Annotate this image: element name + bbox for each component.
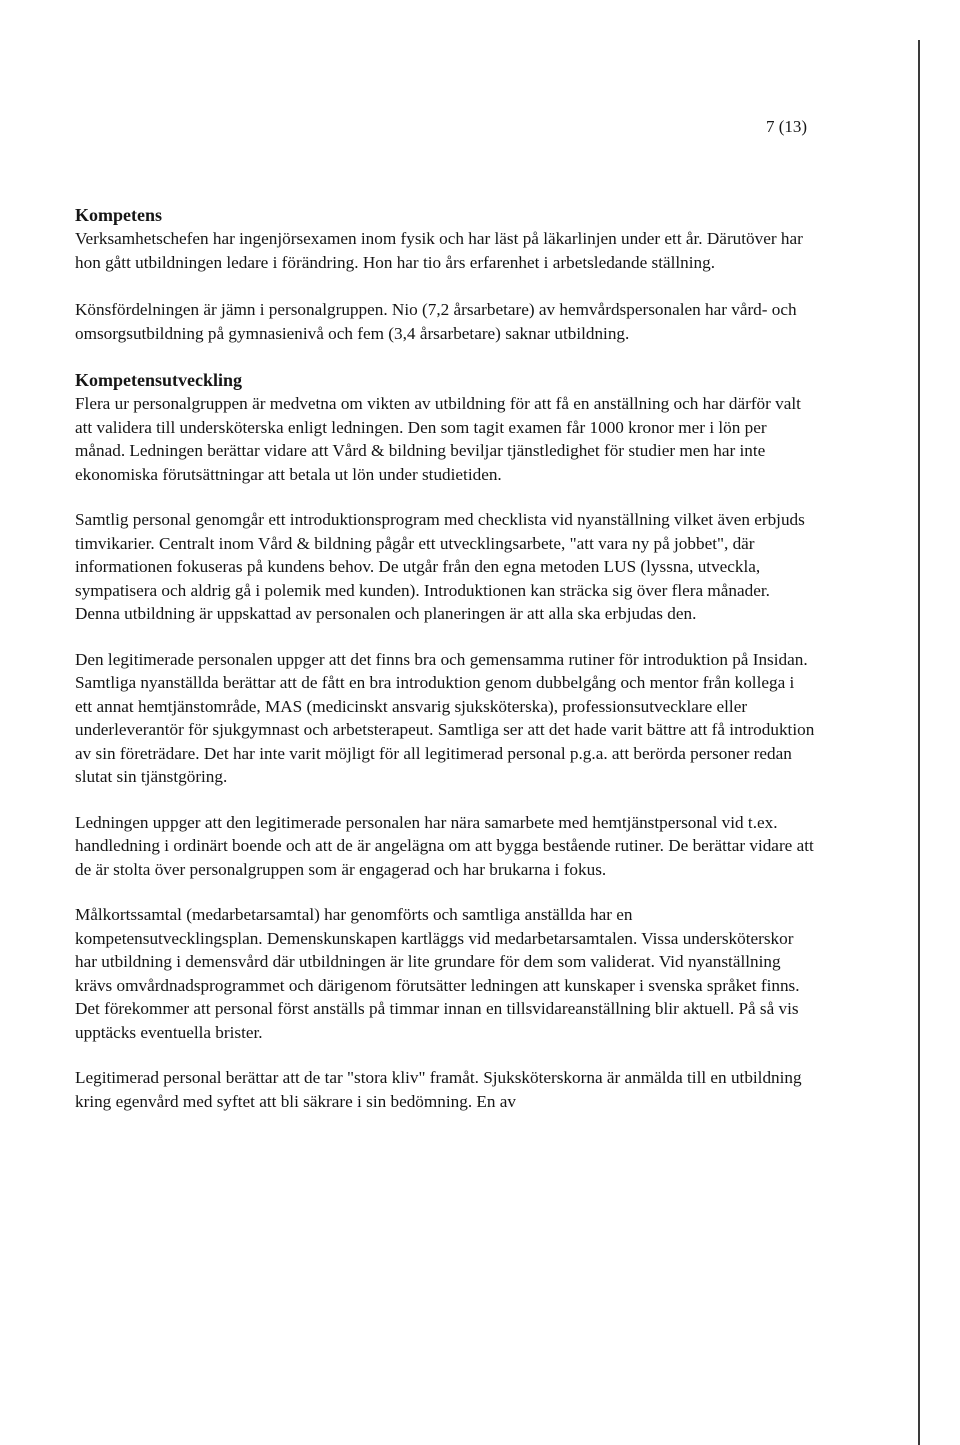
section-kompetens: [75, 204, 815, 274]
page-edge-line: [918, 40, 920, 1445]
paragraph: Målkortssamtal (medarbetarsamtal) har genomförts och samtliga anställda har en kompetensutvecklingsplan. Demenskunskapen kartläggs vid medarbetarsamtalen. Vissa undersköterskor har utbildning i demensvård där utbildningen är lite grundare för dem som validerat. Vid nyanställning krävs omvårdnadsprogrammet och därigenom förutsätter ledningen att kunskaper i svenska språket finns. Det förekommer att personal först anställs på timmar innan en tillsvidareanställning blir aktuell. På så vis upptäcks eventuella brister.: [75, 905, 800, 1042]
paragraph-block: [75, 298, 815, 345]
section-heading-kompetensutveckling: Kompetensutveckling: [75, 370, 243, 390]
paragraph: Verksamhetschefen har ingenjörsexamen inom fysik och har läst på läkarlinjen under ett år. Därutöver har hon gått utbildningen ledare i förändring. Hon har tio års erfarenhet i arbetsledande ställning.: [75, 229, 803, 272]
paragraph: Den legitimerade personalen uppger att det finns bra och gemensamma rutiner för introduktion på Insidan. Samtliga nyanställda berättar att de fått en bra introduktion genom dubbelgång och mentor från kollega i ett annat hemtjänstområde, MAS (medicinskt ansvarig sjuksköterska), professionsutvecklare eller underleverantör för sjukgymnast och arbetsterapeut. Samtliga ser att det hade varit bättre att få introduktion av sin företrädare. Det har inte varit möjligt för all legitimerad personal p.g.a. att berörda personer redan slutat sin tjänstgöring.: [75, 649, 815, 786]
paragraph: Flera ur personalgruppen är medvetna om vikten av utbildning för att få en anställning och har därför valt att validera till undersköterska enligt ledningen. Den som tagit examen får 1000 kronor mer i lön per månad. Ledningen berättar vidare att Vård & bildning beviljar tjänstledighet för studier men har inte ekonomiska förutsättningar att betala ut lön under studietiden.: [75, 394, 801, 484]
paragraph-block: [75, 508, 815, 626]
paragraph: Könsfördelningen är jämn i personalgruppen. Nio (7,2 årsarbetare) av hemvårdspersonalen har vård- och omsorgsutbildning på gymnasienivå och fem (3,4 årsarbetare) saknar utbildning.: [75, 300, 797, 343]
paragraph: Ledningen uppger att den legitimerade personalen har nära samarbete med hemtjänstpersonal vid t.ex. handledning i ordinärt boende och att de är angelägna om att bygga bestående rutiner. De berättar vidare att de är stolta över personalgruppen som är engagerad och har brukarna i fokus.: [75, 812, 814, 879]
paragraph-block: [75, 648, 815, 789]
page-number: 7 (13): [766, 117, 808, 136]
document-body: [75, 204, 815, 1135]
paragraph-block: [75, 903, 815, 1044]
paragraph-block: [75, 811, 815, 882]
section-kompetensutveckling: [75, 369, 815, 486]
paragraph-block: [75, 1066, 815, 1113]
paragraph: Legitimerad personal berättar att de tar "stora kliv" framåt. Sjuksköterskorna är anmälda till en utbildning kring egenvård med syftet att bli säkrare i sin bedömning. En av: [75, 1068, 802, 1111]
section-heading-kompetens: Kompetens: [75, 205, 162, 225]
paragraph: Samtlig personal genomgår ett introduktionsprogram med checklista vid nyanställning vilket även erbjuds timvikarier. Centralt inom Vård & bildning pågår ett utvecklingsarbete, "att vara ny på jobbet", där informationen fokuseras på kundens behov. De utgår från den egna metoden LUS (lyssna, utveckla, sympatisera och aldrig gå i polemik med kunden). Introduktionen kan sträcka sig över flera månader. Denna utbildning är uppskattad av personalen och planeringen är att alla ska erbjudas den.: [75, 510, 805, 623]
